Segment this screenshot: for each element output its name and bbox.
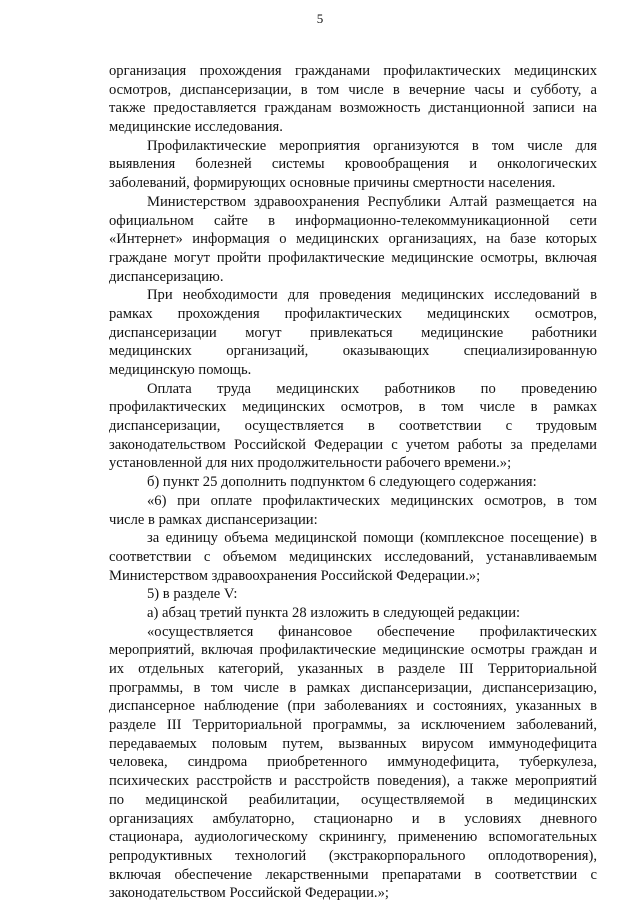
text-line: При необходимости для проведения медицинских исследований в bbox=[147, 287, 597, 304]
text-line: числе в рамках диспансеризации: bbox=[109, 511, 318, 528]
text-line: б) пункт 25 дополнить подпунктом 6 следующего содержания: bbox=[147, 474, 537, 491]
text-line: рамках прохождения профилактических медицинских осмотров, bbox=[109, 305, 597, 322]
text-line: организация прохождения гражданами профилактических медицинских bbox=[109, 63, 597, 79]
text-line: разделе III Территориальной программы, за исключением заболеваний, bbox=[109, 717, 597, 734]
text-line: медицинскую помощь. bbox=[109, 362, 252, 378]
text-line: стационара, аудиологическому скринингу, применению вспомогательных bbox=[109, 829, 597, 846]
text-line: официальном сайте в информационно-телекоммуникационной сети bbox=[109, 212, 597, 229]
text-line: диспансеризацию. bbox=[109, 268, 224, 285]
text-line: включая обеспечение лекарственными препаратами в соответствии с bbox=[109, 866, 597, 883]
document-body bbox=[109, 62, 597, 903]
text-line: граждане могут пройти профилактические медицинские осмотры, включая bbox=[109, 249, 597, 266]
text-line: диспансерное наблюдение (при заболеваниях и состояниях, указанных в bbox=[109, 698, 597, 715]
text-line: законодательством Российской Федерации с учетом работы за пределами bbox=[109, 436, 597, 453]
text-line: а) абзац третий пункта 28 изложить в следующей редакции: bbox=[147, 604, 521, 621]
text-line: Профилактические мероприятия организуются в том числе для bbox=[147, 137, 597, 154]
text-line: передаваемых половым путем, вызванных вирусом иммунодефицита bbox=[109, 735, 597, 752]
text-line: также предоставляется гражданам возможность дистанционной записи на bbox=[109, 100, 597, 117]
text-line: Министерством здравоохранения Республики Алтай размещается на bbox=[147, 193, 597, 210]
text-line: осмотров, диспансеризации, в том числе в вечерние часы и субботу, а bbox=[109, 81, 597, 98]
text-line: мероприятий, включая профилактические медицинские осмотры граждан и bbox=[109, 642, 597, 659]
text-line: 5) в разделе V: bbox=[147, 586, 238, 603]
page-number: 5 bbox=[316, 11, 324, 26]
text-line: установленной для них продолжительности рабочего времени.»; bbox=[109, 455, 512, 472]
text-line: законодательством Российской Федерации.»; bbox=[109, 885, 389, 902]
text-line: Оплата труда медицинских работников по проведению bbox=[147, 380, 597, 397]
text-line: диспансеризации могут привлекаться медицинские работники bbox=[109, 324, 597, 341]
text-line: «осуществляется финансовое обеспечение профилактических bbox=[147, 623, 597, 640]
text-line: по медицинской реабилитации, осуществляемой в медицинских bbox=[109, 791, 597, 808]
text-line: медицинские исследования. bbox=[109, 119, 283, 136]
text-line: профилактических медицинских осмотров, в том числе в рамках bbox=[109, 399, 597, 416]
text-line: диспансеризации, осуществляется в соответствии с трудовым bbox=[109, 418, 597, 435]
text-line: репродуктивных технологий (экстракорпорального оплодотворения), bbox=[109, 847, 597, 864]
text-line: Министерством здравоохранения Российской Федерации.»; bbox=[109, 567, 481, 584]
text-line: «6) при оплате профилактических медицинских осмотров, в том bbox=[147, 492, 597, 509]
text-line: выявления болезней системы кровообращения и онкологических bbox=[109, 156, 597, 173]
text-line: соответствии с объемом медицинских исследований, устанавливаемым bbox=[109, 548, 597, 565]
text-line: программы, в том числе в рамках диспансеризации, диспансеризацию, bbox=[109, 679, 597, 696]
text-line: психических расстройств и расстройств поведения), а также мероприятий bbox=[109, 773, 597, 790]
text-line: заболеваний, формирующих основные причины смертности населения. bbox=[109, 175, 556, 192]
text-line: их отдельных категорий, указанных в разделе III Территориальной bbox=[109, 661, 597, 677]
text-line: медицинских организаций, оказывающих специализированную bbox=[109, 343, 597, 360]
text-line: человека, синдрома приобретенного иммунодефицита, туберкулеза, bbox=[109, 754, 597, 771]
text-line: организациях амбулаторно, стационарно и в условиях дневного bbox=[109, 810, 597, 827]
text-line: «Интернет» информация о медицинских организациях, на базе которых bbox=[109, 231, 597, 248]
text-line: за единицу объема медицинской помощи (комплексное посещение) в bbox=[147, 530, 597, 547]
